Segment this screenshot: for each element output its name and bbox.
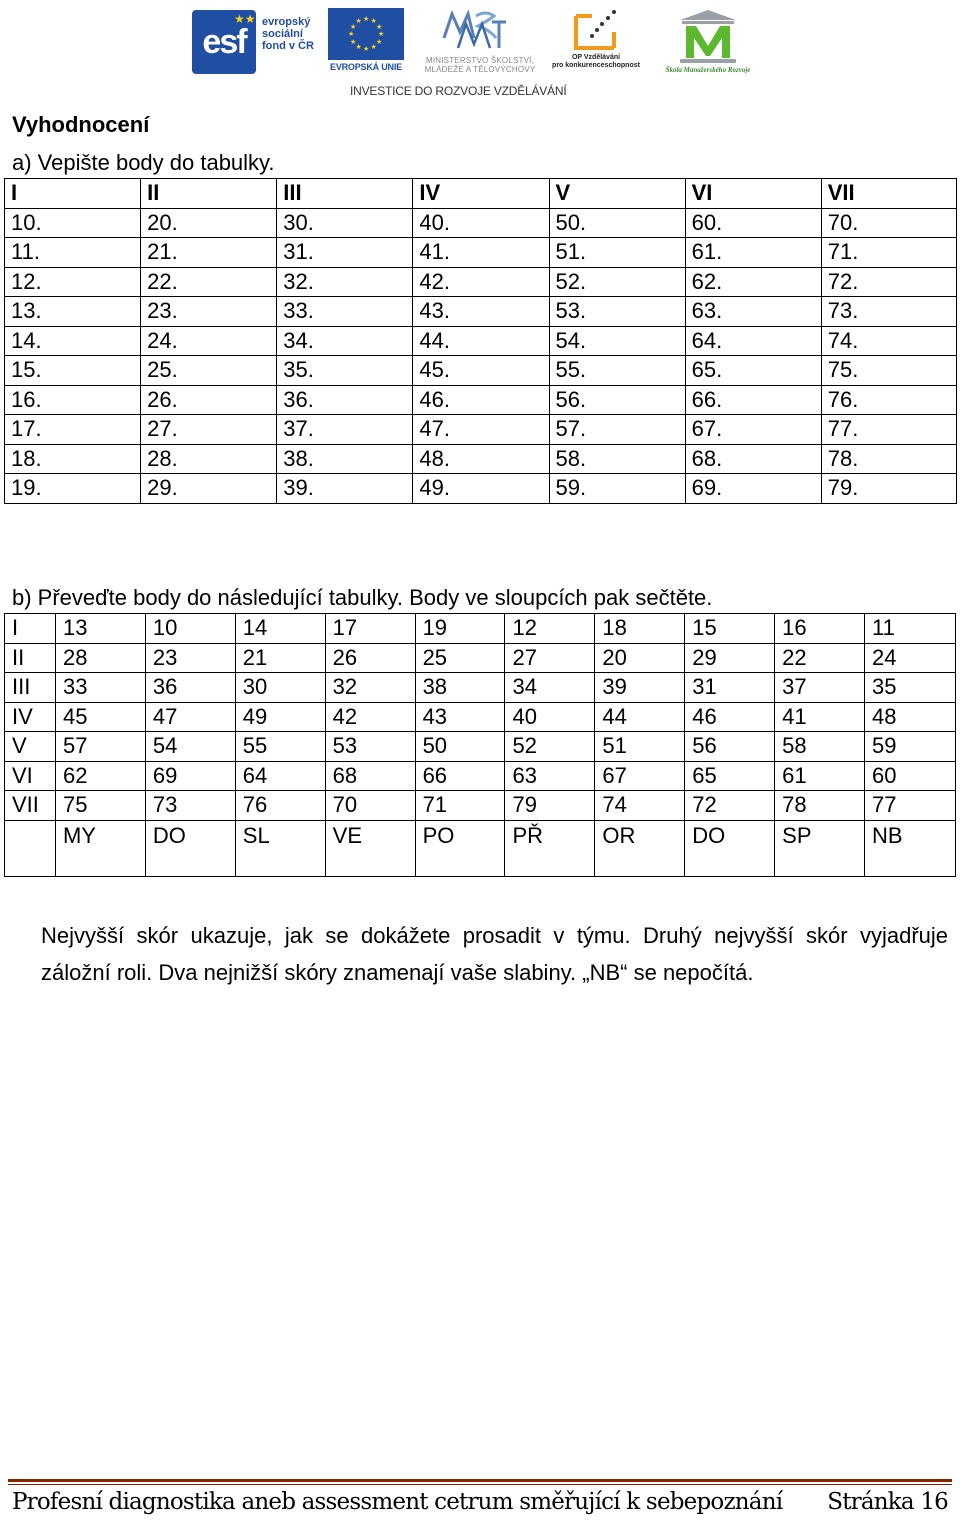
footer-rule xyxy=(8,1479,952,1482)
table-b-row-label: III xyxy=(5,673,56,703)
table-b-cell: 38 xyxy=(415,673,505,703)
table-a-header-cell: IV xyxy=(413,179,549,209)
table-b-category-cell: OR xyxy=(595,820,685,876)
table-a-cell: 52. xyxy=(549,267,685,297)
table-a-cell: 67. xyxy=(685,415,821,445)
eu-star-icon: ★ xyxy=(370,18,377,25)
table-b-cell: 70 xyxy=(325,791,415,821)
table-b-cell: 77 xyxy=(865,791,956,821)
skola-logo xyxy=(646,8,770,76)
table-b-category-cell: SP xyxy=(775,820,865,876)
table-a-cell: 35. xyxy=(277,356,413,386)
table-b-cell: 54 xyxy=(145,732,235,762)
investice-tagline: INVESTICE DO ROZVOJE VZDĚLÁVÁNÍ xyxy=(350,84,567,98)
table-b-row xyxy=(5,614,956,644)
table-a-row xyxy=(5,385,957,415)
esf-stars-icon: ★★ xyxy=(234,12,256,26)
table-b-category-row xyxy=(5,820,956,876)
table-a-cell: 64. xyxy=(685,326,821,356)
table-b-cell: 75 xyxy=(55,791,145,821)
table-b-row xyxy=(5,673,956,703)
table-a-row xyxy=(5,444,957,474)
table-b-cell: 66 xyxy=(415,761,505,791)
msmt-logo xyxy=(410,8,550,76)
table-b-row-label: II xyxy=(5,643,56,673)
eu-star-icon: ★ xyxy=(363,46,370,53)
table-a-cell: 19. xyxy=(5,474,141,504)
table-a-cell: 47. xyxy=(413,415,549,445)
table-a-header-row xyxy=(5,179,957,209)
table-a-cell: 26. xyxy=(141,385,277,415)
table-b-cell: 45 xyxy=(55,702,145,732)
table-a-cell: 74. xyxy=(821,326,956,356)
table-b-cell: 68 xyxy=(325,761,415,791)
table-b-cell: 21 xyxy=(235,643,325,673)
table-b-category-cell: VE xyxy=(325,820,415,876)
esf-logo xyxy=(190,8,320,76)
table-b-row xyxy=(5,791,956,821)
table-a-cell: 27. xyxy=(141,415,277,445)
op-label: OP Vzdělávání pro konkurenceschopnost xyxy=(552,54,640,69)
op-logo xyxy=(552,8,640,76)
table-a-row xyxy=(5,208,957,238)
eu-star-icon: ★ xyxy=(375,38,383,46)
table-a-cell: 16. xyxy=(5,385,141,415)
eu-star-icon: ★ xyxy=(350,38,357,46)
table-b-cell: 27 xyxy=(505,643,595,673)
table-b-cell: 51 xyxy=(595,732,685,762)
table-a-cell: 55. xyxy=(549,356,685,386)
table-b-cell: 15 xyxy=(685,614,775,644)
table-b-cell: 36 xyxy=(145,673,235,703)
table-b-cell: 47 xyxy=(145,702,235,732)
table-a-cell: 75. xyxy=(821,356,956,386)
table-a-row xyxy=(5,415,957,445)
footer-title: Profesní diagnostika aneb assessment cetrum směřující k sebepoznání xyxy=(12,1489,783,1515)
table-a-cell: 23. xyxy=(141,297,277,327)
table-b-cell: 53 xyxy=(325,732,415,762)
table-b-cell: 58 xyxy=(775,732,865,762)
table-b-row-label: I xyxy=(5,614,56,644)
table-a-cell: 18. xyxy=(5,444,141,474)
table-b-row-label: VII xyxy=(5,791,56,821)
table-b-cell: 30 xyxy=(235,673,325,703)
table-a-cell: 20. xyxy=(141,208,277,238)
instruction-b: b) Převeďte body do následující tabulky. Body ve sloupcích pak sečtěte. xyxy=(12,585,713,610)
table-b-category-cell: PŘ xyxy=(505,820,595,876)
table-a-row xyxy=(5,356,957,386)
table-a-header-cell: I xyxy=(5,179,141,209)
table-b-row-label: VI xyxy=(5,761,56,791)
table-b-category-cell: DO xyxy=(145,820,235,876)
table-b-cell: 61 xyxy=(775,761,865,791)
eu-label: EVROPSKÁ UNIE xyxy=(330,62,402,72)
table-a-cell: 68. xyxy=(685,444,821,474)
eu-star-icon: ★ xyxy=(378,31,385,38)
footer-rule-thin xyxy=(8,1484,952,1485)
table-a-cell: 77. xyxy=(821,415,956,445)
eu-star-icon: ★ xyxy=(375,23,383,31)
table-b-cell: 41 xyxy=(775,702,865,732)
table-a-cell: 38. xyxy=(277,444,413,474)
table-b-cell: 59 xyxy=(865,732,956,762)
op-mark-icon xyxy=(570,8,622,52)
table-a-cell: 33. xyxy=(277,297,413,327)
eu-star-icon: ★ xyxy=(348,31,355,38)
table-b xyxy=(4,613,956,877)
table-b-cell: 26 xyxy=(325,643,415,673)
table-b-cell: 32 xyxy=(325,673,415,703)
eu-star-icon: ★ xyxy=(355,43,362,51)
table-a-cell: 45. xyxy=(413,356,549,386)
table-a-cell: 72. xyxy=(821,267,956,297)
table-a-cell: 17. xyxy=(5,415,141,445)
table-b-cell: 24 xyxy=(865,643,956,673)
table-b-cell: 62 xyxy=(55,761,145,791)
table-b-cell: 52 xyxy=(505,732,595,762)
table-a-row xyxy=(5,474,957,504)
table-a-cell: 28. xyxy=(141,444,277,474)
table-a-cell: 29. xyxy=(141,474,277,504)
table-a-cell: 22. xyxy=(141,267,277,297)
table-a-cell: 59. xyxy=(549,474,685,504)
table-a-cell: 58. xyxy=(549,444,685,474)
table-b-cell: 28 xyxy=(55,643,145,673)
table-a-cell: 66. xyxy=(685,385,821,415)
table-b-row xyxy=(5,643,956,673)
instruction-a: a) Vepište body do tabulky. xyxy=(12,150,275,175)
table-a-header-cell: II xyxy=(141,179,277,209)
table-b-category-cell: DO xyxy=(685,820,775,876)
table-a-cell: 71. xyxy=(821,238,956,268)
table-b-cell: 67 xyxy=(595,761,685,791)
table-b-cell: 23 xyxy=(145,643,235,673)
skola-label: Škola Manažerského Rozvoje xyxy=(665,66,751,74)
table-b-cell: 11 xyxy=(865,614,956,644)
table-b-cell: 19 xyxy=(415,614,505,644)
table-a-cell: 39. xyxy=(277,474,413,504)
table-a-cell: 40. xyxy=(413,208,549,238)
table-a-cell: 36. xyxy=(277,385,413,415)
table-a-cell: 69. xyxy=(685,474,821,504)
table-b-cell: 12 xyxy=(505,614,595,644)
table-a-header-cell: III xyxy=(277,179,413,209)
table-b-cell: 10 xyxy=(145,614,235,644)
table-b-cell: 55 xyxy=(235,732,325,762)
table-b-cell: 33 xyxy=(55,673,145,703)
table-b-cell: 14 xyxy=(235,614,325,644)
table-b-cell: 34 xyxy=(505,673,595,703)
table-a-cell: 21. xyxy=(141,238,277,268)
table-a-cell: 25. xyxy=(141,356,277,386)
table-a-cell: 78. xyxy=(821,444,956,474)
table-a-header-cell: VI xyxy=(685,179,821,209)
table-b-cell: 39 xyxy=(595,673,685,703)
instruction-c-text: Nejvyšší skór ukazuje, jak se dokážete prosadit v týmu. Druhý nejvyšší skór vyjadřuje záložní roli. Dva nejnižší skóry znamenají vaše slabiny. „NB“ se nepočítá. xyxy=(41,923,948,985)
table-a-cell: 60. xyxy=(685,208,821,238)
table-b-cell: 29 xyxy=(685,643,775,673)
table-b-cell: 56 xyxy=(685,732,775,762)
table-b-cell: 65 xyxy=(685,761,775,791)
table-b-cell: 73 xyxy=(145,791,235,821)
table-b-category-cell: SL xyxy=(235,820,325,876)
table-b-cell: 17 xyxy=(325,614,415,644)
table-a-cell: 51. xyxy=(549,238,685,268)
table-b-cell: 20 xyxy=(595,643,685,673)
table-a-cell: 73. xyxy=(821,297,956,327)
table-b-cell: 71 xyxy=(415,791,505,821)
table-a-cell: 46. xyxy=(413,385,549,415)
table-b-category-cell: NB xyxy=(865,820,956,876)
table-b-cell: 22 xyxy=(775,643,865,673)
table-b-cell: 79 xyxy=(505,791,595,821)
table-a-cell: 57. xyxy=(549,415,685,445)
table-a-cell: 54. xyxy=(549,326,685,356)
instruction-c xyxy=(12,917,948,991)
eu-logo xyxy=(328,8,404,74)
table-a-cell: 79. xyxy=(821,474,956,504)
table-b-cell: 72 xyxy=(685,791,775,821)
table-a-row xyxy=(5,267,957,297)
eu-star-icon: ★ xyxy=(370,43,377,51)
msmt-label: MINISTERSTVO ŠKOLSTVÍ, MLÁDEŽE A TĚLOVÝCHOVY xyxy=(424,56,536,74)
table-a-cell: 32. xyxy=(277,267,413,297)
table-a-cell: 56. xyxy=(549,385,685,415)
table-a-cell: 11. xyxy=(5,238,141,268)
page-heading: Vyhodnocení xyxy=(12,112,150,137)
table-b-blank-cell xyxy=(5,820,56,876)
table-a-row xyxy=(5,238,957,268)
msmt-mark-icon xyxy=(440,8,510,54)
esf-mark: esf xyxy=(192,10,256,74)
table-a-cell: 15. xyxy=(5,356,141,386)
footer-page-number: Stránka 16 xyxy=(827,1489,948,1515)
table-a-cell: 76. xyxy=(821,385,956,415)
skola-mark-icon xyxy=(676,8,740,64)
table-b-row xyxy=(5,732,956,762)
table-a-cell: 44. xyxy=(413,326,549,356)
table-a-cell: 12. xyxy=(5,267,141,297)
table-b-cell: 78 xyxy=(775,791,865,821)
table-b-row-label: IV xyxy=(5,702,56,732)
table-b-cell: 69 xyxy=(145,761,235,791)
table-a-cell: 48. xyxy=(413,444,549,474)
table-a-cell: 70. xyxy=(821,208,956,238)
table-b-category-cell: MY xyxy=(55,820,145,876)
table-a-cell: 37. xyxy=(277,415,413,445)
eu-flag-icon xyxy=(328,8,404,60)
table-b-cell: 25 xyxy=(415,643,505,673)
table-b-row xyxy=(5,702,956,732)
table-b-cell: 63 xyxy=(505,761,595,791)
table-b-cell: 74 xyxy=(595,791,685,821)
esf-label: evropský sociální fond v ČR xyxy=(262,16,314,52)
table-b-cell: 31 xyxy=(685,673,775,703)
table-a-cell: 62. xyxy=(685,267,821,297)
table-b-cell: 40 xyxy=(505,702,595,732)
table-a xyxy=(4,178,957,504)
eu-star-icon: ★ xyxy=(363,16,370,23)
table-b-cell: 49 xyxy=(235,702,325,732)
table-b-category-cell: PO xyxy=(415,820,505,876)
table-a-header-cell: VII xyxy=(821,179,956,209)
table-a-cell: 13. xyxy=(5,297,141,327)
table-a-cell: 41. xyxy=(413,238,549,268)
table-a-cell: 14. xyxy=(5,326,141,356)
table-a-cell: 30. xyxy=(277,208,413,238)
table-b-cell: 48 xyxy=(865,702,956,732)
table-b-cell: 18 xyxy=(595,614,685,644)
table-a-cell: 10. xyxy=(5,208,141,238)
table-b-cell: 50 xyxy=(415,732,505,762)
table-a-cell: 63. xyxy=(685,297,821,327)
eu-star-icon: ★ xyxy=(355,18,362,25)
table-b-cell: 13 xyxy=(55,614,145,644)
table-b-cell: 60 xyxy=(865,761,956,791)
table-b-cell: 16 xyxy=(775,614,865,644)
table-a-cell: 31. xyxy=(277,238,413,268)
table-a-row xyxy=(5,297,957,327)
table-b-cell: 43 xyxy=(415,702,505,732)
table-a-cell: 42. xyxy=(413,267,549,297)
table-a-cell: 53. xyxy=(549,297,685,327)
table-b-cell: 35 xyxy=(865,673,956,703)
table-b-cell: 46 xyxy=(685,702,775,732)
table-b-cell: 37 xyxy=(775,673,865,703)
table-a-header-cell: V xyxy=(549,179,685,209)
table-a-cell: 34. xyxy=(277,326,413,356)
eu-star-icon: ★ xyxy=(350,23,357,31)
table-a-cell: 49. xyxy=(413,474,549,504)
table-a-row xyxy=(5,326,957,356)
table-b-cell: 44 xyxy=(595,702,685,732)
table-b-row xyxy=(5,761,956,791)
table-b-row-label: V xyxy=(5,732,56,762)
table-a-cell: 61. xyxy=(685,238,821,268)
table-b-cell: 76 xyxy=(235,791,325,821)
table-a-cell: 50. xyxy=(549,208,685,238)
table-a-cell: 24. xyxy=(141,326,277,356)
instruction-c-lead xyxy=(12,917,41,954)
table-a-cell: 65. xyxy=(685,356,821,386)
table-b-cell: 42 xyxy=(325,702,415,732)
table-b-cell: 57 xyxy=(55,732,145,762)
table-a-cell: 43. xyxy=(413,297,549,327)
table-b-cell: 64 xyxy=(235,761,325,791)
